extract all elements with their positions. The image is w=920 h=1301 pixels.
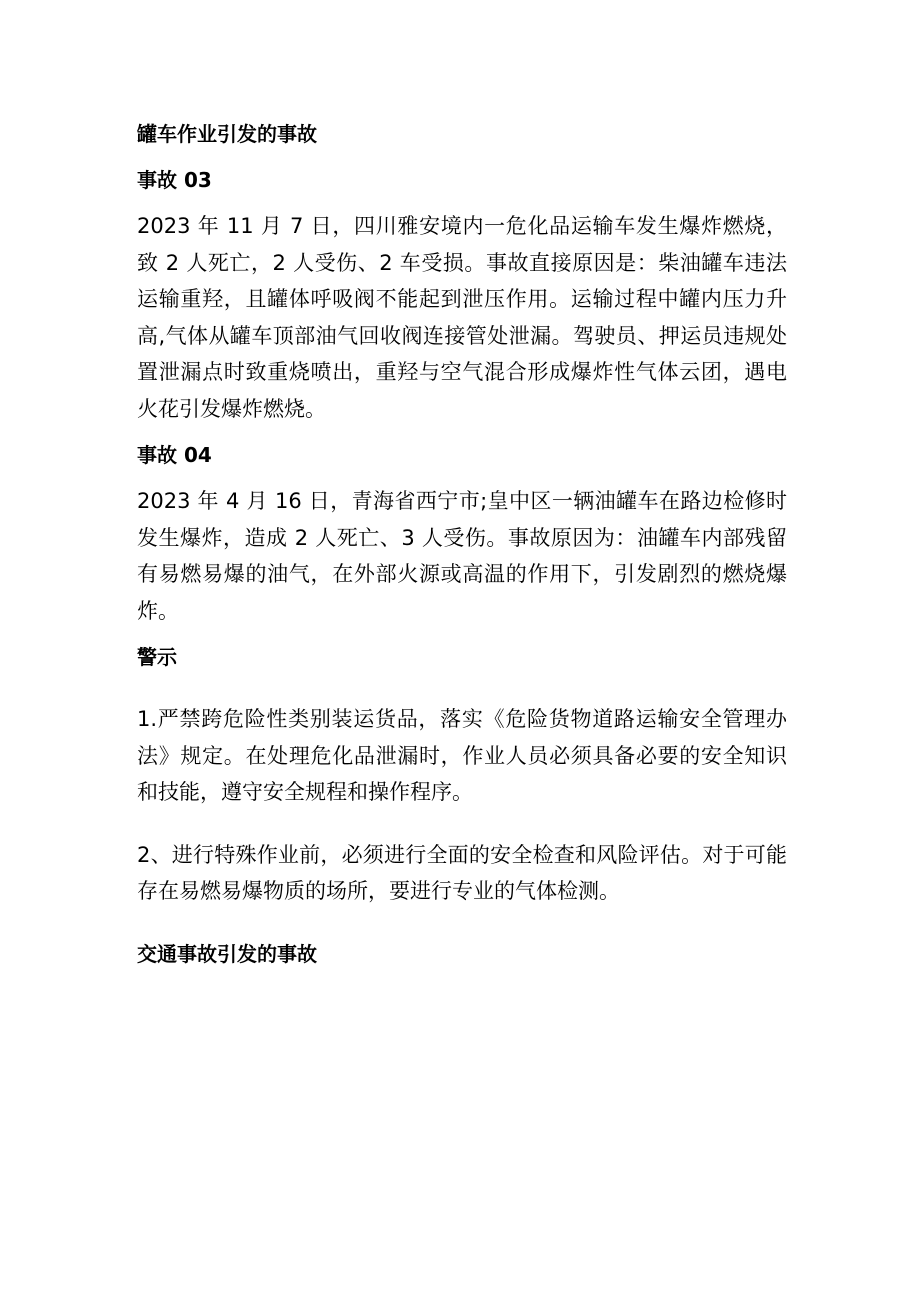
accident-03-body: 2023 年 11 月 7 日，四川雅安境内一危化品运输车发生爆炸燃烧，致 2 人死亡，2 人受伤、2 车受损。事故直接原因是：柴油罐车违法运输重羟，且罐体呼吸阀不能起到泄压作用。运输过程中罐内压力升高,气体从罐车顶部油气回收阀连接管处泄漏。驾驶员、押运员违规处置泄漏点时致重烧喷出，重羟与空气混合形成爆炸性气体云团，遇电火花引发爆炸燃烧。 [137,214,787,421]
warning-item-1: 1.严禁跨危险性类别装运货品，落实《危险货物道路运输安全管理办法》规定。在处理危化品泄漏时，作业人员必须具备必要的安全知识和技能，遵守安全规程和操作程序。 [137,707,787,804]
document-page [137,116,787,972]
warning-title: 警示 [137,645,177,669]
section-title-traffic-accidents: 交通事故引发的事故 [137,941,317,966]
accident-03-title: 事故 03 [137,168,212,192]
section-title-tanker-operations: 罐车作业引发的事故 [137,122,317,146]
accident-04-title: 事故 04 [137,443,212,467]
accident-04-body: 2023 年 4 月 16 日，青海省西宁市;皇中区一辆油罐车在路边检修时发生爆炸，造成 2 人死亡、3 人受伤。事故原因为：油罐车内部残留有易燃易爆的油气，在外部火源或高温的作用下，引发剧烈的燃烧爆炸。 [137,489,787,623]
warning-item-2: 2、进行特殊作业前，必须进行全面的安全检查和风险评估。对于可能存在易燃易爆物质的场所，要进行专业的气体检测。 [137,842,787,903]
